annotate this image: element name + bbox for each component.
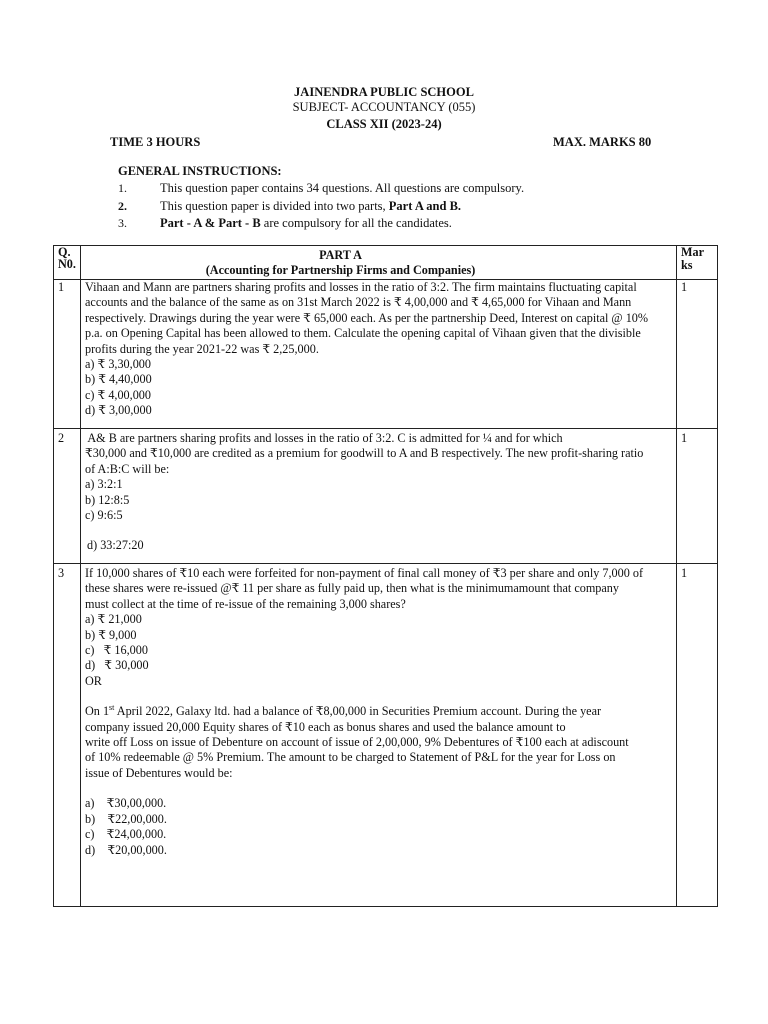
question-line <box>85 704 672 719</box>
answer-option: c) ₹ 16,000 <box>85 643 148 658</box>
part-header <box>81 246 677 280</box>
question-line: ₹30,000 and ₹10,000 are credited as a premium for goodwill to A and B respectively. The new profit-sharing ratio <box>85 446 644 461</box>
question-marks: 1 <box>677 429 718 564</box>
answer-option: d) 33:27:20 <box>87 538 144 553</box>
instruction-text <box>160 216 452 231</box>
instruction-text-plain: are compulsory for all the candidates. <box>260 216 452 230</box>
answer-option: c) ₹24,00,000. <box>85 827 167 842</box>
instruction-text: This question paper contains 34 questions. All questions are compulsory. <box>160 181 525 195</box>
table-row <box>54 429 718 564</box>
answer-option: b) 12:8:5 <box>85 492 130 507</box>
question-line: issue of Debentures would be: <box>85 765 233 780</box>
instruction-number: 3. <box>118 216 127 230</box>
question-line: write off Loss on issue of Debenture on account of issue of 2,00,000, 9% Debentures of ₹100 each at adiscount <box>85 735 629 750</box>
part-subtitle: (Accounting for Partnership Firms and Companies) <box>205 263 476 277</box>
or-separator: OR <box>85 673 102 688</box>
table-row <box>54 280 718 429</box>
qno-header <box>54 246 81 280</box>
instruction-number: 2. <box>118 199 127 213</box>
instruction-number: 1. <box>118 181 127 195</box>
answer-option: d) ₹ 30,000 <box>85 658 149 673</box>
question-line: p.a. on Opening Capital has been allowed to them. Calculate the opening capital of Vihaan given that the divisible <box>85 326 641 341</box>
question-number: 2 <box>54 429 81 564</box>
instructions-title: GENERAL INSTRUCTIONS: <box>118 164 282 178</box>
spacer <box>85 689 672 704</box>
instruction-text-bold: Part A and B. <box>388 199 462 213</box>
instruction-text-bold: Part - A & Part - B <box>160 216 261 230</box>
part-title: PART A <box>319 248 362 262</box>
spacer <box>85 781 672 796</box>
answer-option: a) ₹ 3,30,000 <box>85 357 151 372</box>
question-body <box>81 280 677 429</box>
marks-header-l1: Mar <box>681 245 705 259</box>
answer-option: a) ₹30,00,000. <box>85 796 167 811</box>
questions-table <box>53 245 718 907</box>
question-number: 3 <box>54 564 81 907</box>
school-name: JAINENDRA PUBLIC SCHOOL <box>294 85 474 99</box>
question-line: profits during the year 2021-22 was ₹ 2,25,000. <box>85 341 319 356</box>
question-number: 1 <box>54 280 81 429</box>
question-body <box>81 429 677 564</box>
answer-option: d) ₹ 3,00,000 <box>85 403 152 418</box>
answer-option: c) 9:6:5 <box>85 508 123 523</box>
question-body <box>81 564 677 907</box>
instruction-text <box>160 199 461 214</box>
ordinal-suffix: st <box>109 703 115 713</box>
answer-option: a) ₹ 21,000 <box>85 612 142 627</box>
answer-option: a) 3:2:1 <box>85 477 123 492</box>
answer-option: c) ₹ 4,00,000 <box>85 387 151 402</box>
question-line: must collect at the time of re-issue of the remaining 3,000 shares? <box>85 596 406 611</box>
qno-header-l1: Q. <box>58 245 71 259</box>
marks-header-l2: ks <box>681 258 693 272</box>
table-header-row <box>54 246 718 280</box>
instruction-text-plain: This question paper is divided into two parts, <box>160 199 389 213</box>
question-line: A& B are partners sharing profits and losses in the ratio of 3:2. C is admitted for ¼ and for which <box>85 431 563 445</box>
question-line: respectively. Drawings during the year were ₹ 65,000 each. As per the partnership Deed, Interest on capital @ 10% <box>85 310 649 325</box>
question-line: of A:B:C will be: <box>85 461 170 476</box>
question-line: Vihaan and Mann are partners sharing profits and losses in the ratio of 3:2. The firm maintains fluctuating capital <box>85 280 637 294</box>
question-marks: 1 <box>677 564 718 907</box>
qno-header-l2: N0. <box>58 257 76 271</box>
question-marks: 1 <box>677 280 718 429</box>
answer-option: b) ₹22,00,000. <box>85 811 167 826</box>
answer-option: b) ₹ 4,40,000 <box>85 372 152 387</box>
class-line: CLASS XII (2023-24) <box>326 117 442 131</box>
question-line: of 10% redeemable @ 5% Premium. The amount to be charged to Statement of P&L for the year for Loss on <box>85 750 616 765</box>
time-label: TIME 3 HOURS <box>110 135 201 149</box>
answer-option: b) ₹ 9,000 <box>85 627 137 642</box>
subject-line: SUBJECT- ACCOUNTANCY (055) <box>292 100 476 114</box>
marks-header <box>677 246 718 280</box>
max-marks-label: MAX. MARKS 80 <box>553 135 652 149</box>
alt-line-start: On 1 <box>85 704 110 719</box>
question-line: If 10,000 shares of ₹10 each were forfeited for non-payment of final call money of ₹3 per share and only 7,000 of <box>85 566 644 580</box>
alt-line-rest: April 2022, Galaxy ltd. had a balance of ₹8,00,000 in Securities Premium account. During the year <box>114 704 602 719</box>
question-line: accounts and the balance of the same as on 31st March 2022 is ₹ 4,00,000 and ₹ 4,65,000 for Vihaan and Mann <box>85 295 632 310</box>
question-line: company issued 20,000 Equity shares of ₹10 each as bonus shares and used the balance amount to <box>85 719 566 734</box>
question-line: these shares were re-issued @₹ 11 per share as fully paid up, then what is the minimumamount that company <box>85 581 619 596</box>
table-row <box>54 564 718 907</box>
answer-option: d) ₹20,00,000. <box>85 842 167 857</box>
